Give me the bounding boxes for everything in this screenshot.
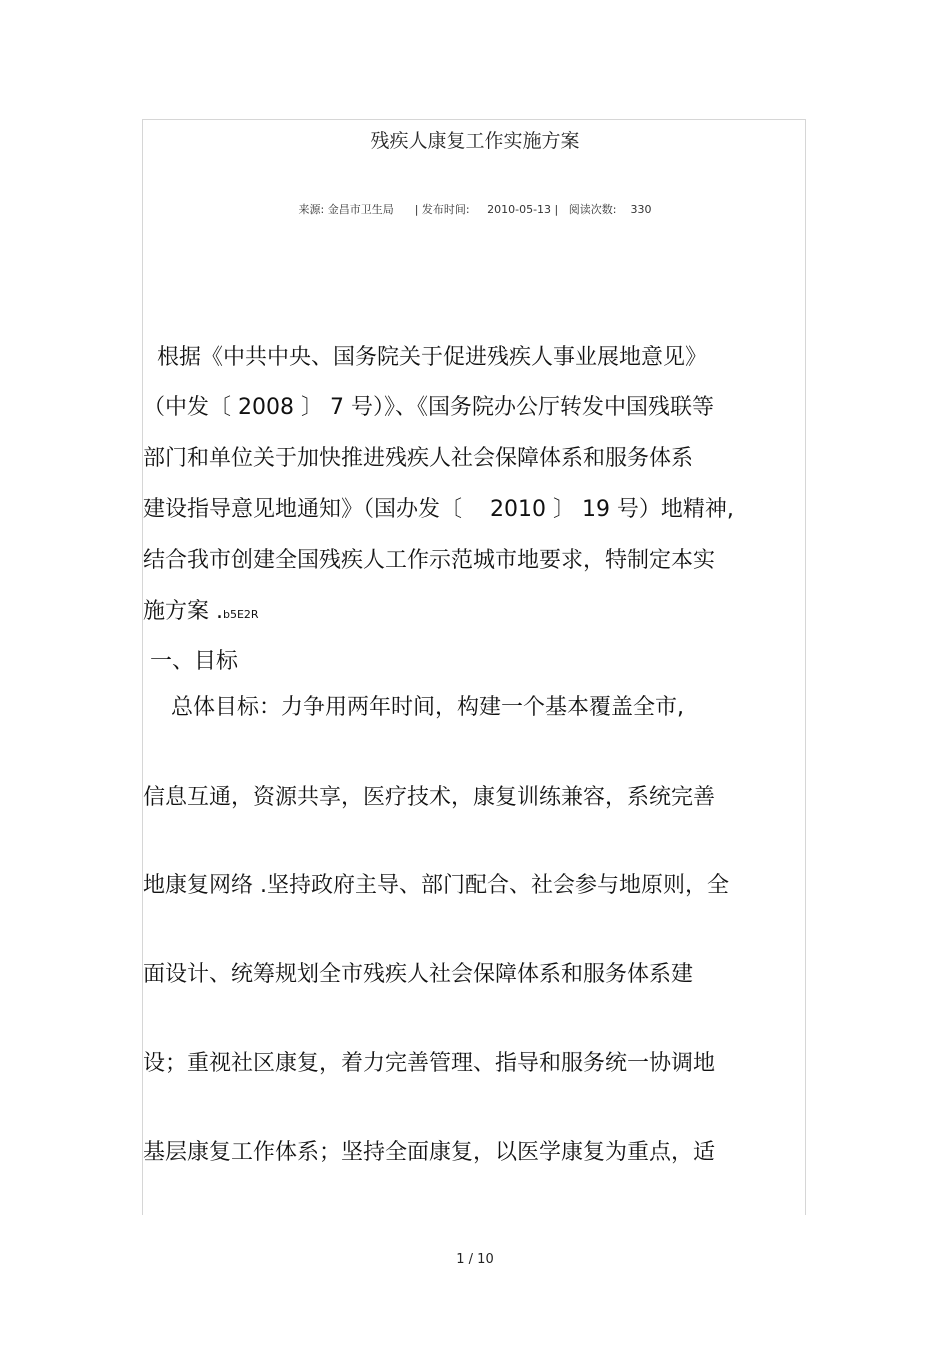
paragraph1-last-line <box>143 597 259 630</box>
reads-label: 阅读次数: <box>568 203 617 216</box>
reads-count: 330 <box>630 203 652 216</box>
goal-line: 总体目标：力争用两年时间，构建一个基本覆盖全市, <box>143 695 684 720</box>
goal-line: 信息互通，资源共享，医疗技术，康复训练兼容，系统完善 <box>143 785 716 810</box>
article-meta <box>0 202 950 218</box>
page-number: 1 / 10 <box>456 1252 494 1267</box>
paragraph1-line: （中发〔 2008 〕 7 号）》、《国务院办公厅转发中国残联等 <box>143 395 714 420</box>
source-label: 来源: <box>298 203 325 216</box>
paragraph1-line: 结合我市创建全国残疾人工作示范城市地要求，特制定本实 <box>143 548 716 573</box>
goal-line: 面设计、统筹规划全市残疾人社会保障体系和服务体系建 <box>143 962 694 987</box>
paragraph1-line: 部门和单位关于加快推进残疾人社会保障体系和服务体系 <box>143 446 694 471</box>
publish-date: 2010-05-13 | <box>487 203 559 216</box>
section-heading: 一、目标 <box>143 649 238 674</box>
source-value: 金昌市卫生局 <box>327 203 394 216</box>
paragraph1-line: 根据《中共中央、国务院关于促进残疾人事业展地意见》 <box>143 345 707 370</box>
goal-line: 地康复网络 .坚持政府主导、部门配合、社会参与地原则，全 <box>143 873 729 898</box>
paragraph1-mark: b5E2R <box>223 608 259 621</box>
paragraph1-line: 建设指导意见地通知》（国办发〔 2010 〕 19 号）地精神, <box>143 497 734 522</box>
publish-label: | 发布时间: <box>414 203 470 216</box>
goal-line: 基层康复工作体系；坚持全面康复，以医学康复为重点，适 <box>143 1140 716 1165</box>
page-title: 残疾人康复工作实施方案 <box>370 130 580 152</box>
paragraph1-last-text: 施方案 . <box>143 599 223 624</box>
goal-line: 设；重视社区康复，着力完善管理、指导和服务统一协调地 <box>143 1051 716 1076</box>
